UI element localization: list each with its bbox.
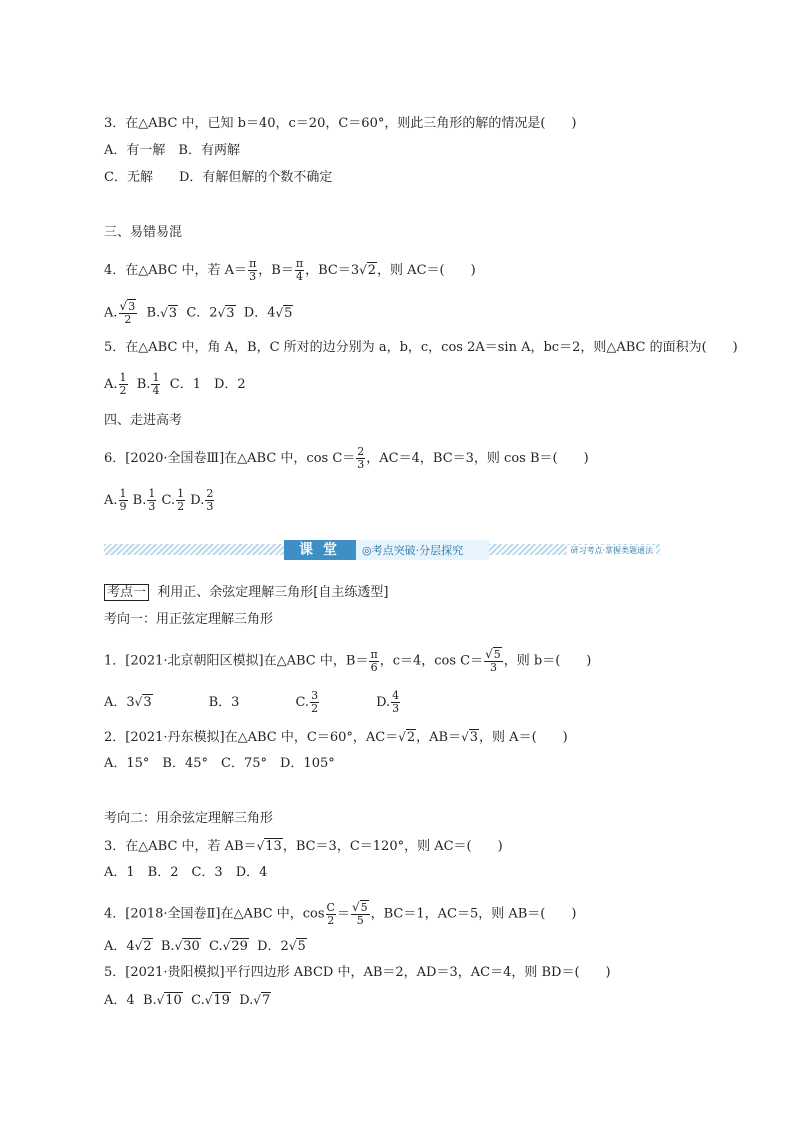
- k4-stem: 4．[2018·全国卷Ⅱ]在△ABC 中，cos $\frac{C}{2}$ ＝ $\frac{√5}{5}$ ，BC＝1，AC＝5，则 AB＝( ): [104, 900, 577, 927]
- fraction: $\frac{√3}{2}$: [119, 299, 136, 326]
- banner-main-label: 课堂: [284, 540, 356, 560]
- q3-stem: 3．在△ABC 中，已知 b＝40，c＝20，C＝60°，则此三角形的解的情况是( ): [104, 116, 577, 131]
- fraction: $\frac{\pi}{3}$: [249, 257, 257, 283]
- kaodian-heading: [104, 584, 388, 602]
- k1-options: A．3√3 B．3 C. $\frac{3}{2}$ D. $\frac{4}{3}$: [104, 689, 400, 715]
- k5-stem: 5．[2021·贵阳模拟]平行四边形 ABCD 中，AB＝2，AD＝3，AC＝4，则 BD＝( ): [104, 965, 611, 980]
- section-3-title: 三、易错易混: [104, 225, 183, 240]
- fraction: $\frac{\pi}{4}$: [295, 257, 304, 283]
- fraction: $\frac{1}{2}$: [177, 487, 185, 513]
- k3-options: A．1 B．2 C．3 D．4: [104, 865, 268, 880]
- banner-subtitle: ◎考点突破·分层探究: [362, 544, 464, 557]
- fraction: $\frac{1}{3}$: [148, 487, 156, 513]
- q4-stem: 4．在△ABC 中，若 A＝ $\frac{\pi}{3}$ ，B＝ $\frac{\pi}{4}$ ，BC＝3√2，则 AC＝( ): [104, 257, 476, 283]
- fraction: $\frac{2}{3}$: [206, 487, 214, 513]
- kaodian-tag: 考点一: [104, 584, 149, 601]
- fraction: $\frac{3}{2}$: [311, 689, 319, 715]
- direction-1-title: 考向一：用正弦定理解三角形: [104, 612, 274, 627]
- fraction: $\frac{C}{2}$: [326, 900, 335, 927]
- k2-stem: 2．[2021·丹东模拟]在△ABC 中，C＝60°，AC＝√2，AB＝√3，则 A＝( ): [104, 730, 568, 745]
- fraction: $\frac{2}{3}$: [357, 445, 365, 471]
- k4-options: A．4√2 B.√30 C.√29 D．2√5: [104, 939, 306, 954]
- sqrt: √2: [359, 263, 377, 278]
- fraction: $\frac{4}{3}$: [392, 689, 400, 715]
- fraction: $\frac{1}{4}$: [152, 371, 160, 397]
- q6-stem: 6．[2020·全国卷Ⅲ]在△ABC 中，cos C＝ $\frac{2}{3}$ ，AC＝4，BC＝3，则 cos B＝( ): [104, 445, 589, 471]
- k3-stem: 3．在△ABC 中，若 AB＝√13，BC＝3，C＝120°，则 AC＝( ): [104, 839, 503, 854]
- fraction: $\frac{1}{2}$: [119, 371, 127, 397]
- q6-options: A. $\frac{1}{9}$ B. $\frac{1}{3}$ C. $\frac{1}{2}$ D. $\frac{2}{3}$: [104, 487, 214, 513]
- k2-options: A．15° B．45° C．75° D．105°: [104, 756, 335, 771]
- section-4-title: 四、走进高考: [104, 413, 183, 428]
- fraction: $\frac{1}{9}$: [119, 487, 127, 513]
- q5-stem: 5．在△ABC 中，角 A，B，C 所对的边分别为 a，b，c，cos 2A＝sin A，bc＝2，则△ABC 的面积为( ): [104, 340, 738, 355]
- fraction: $\frac{\pi}{6}$: [370, 647, 378, 674]
- kaodian-title: 利用正、余弦定理解三角形[自主练透型]: [157, 585, 389, 600]
- k1-stem: 1．[2021·北京朝阳区模拟]在△ABC 中，B＝ $\frac{\pi}{6}$ ，c＝4，cos C＝ $\frac{√5}{3}$ ，则 b＝( ): [104, 647, 592, 674]
- fraction: $\frac{√5}{5}$: [351, 900, 368, 927]
- direction-2-title: 考向二：用余弦定理解三角形: [104, 811, 274, 826]
- q4-options: A. $\frac{√3}{2}$ B.√3 C．2√3 D．4√5: [104, 299, 293, 326]
- k5-options: A．4 B.√10 C.√19 D.√7: [104, 993, 271, 1008]
- classroom-banner: [104, 539, 660, 561]
- q3-options-cd: C．无解 D．有解但解的个数不确定: [104, 170, 333, 185]
- q5-options: A. $\frac{1}{2}$ B. $\frac{1}{4}$ C．1 D．2: [104, 371, 246, 397]
- banner-right-text: 研习考点·掌握类题通法: [567, 545, 656, 556]
- fraction: $\frac{√5}{3}$: [485, 647, 501, 674]
- q3-options-ab: A．有一解 B．有两解: [104, 143, 240, 158]
